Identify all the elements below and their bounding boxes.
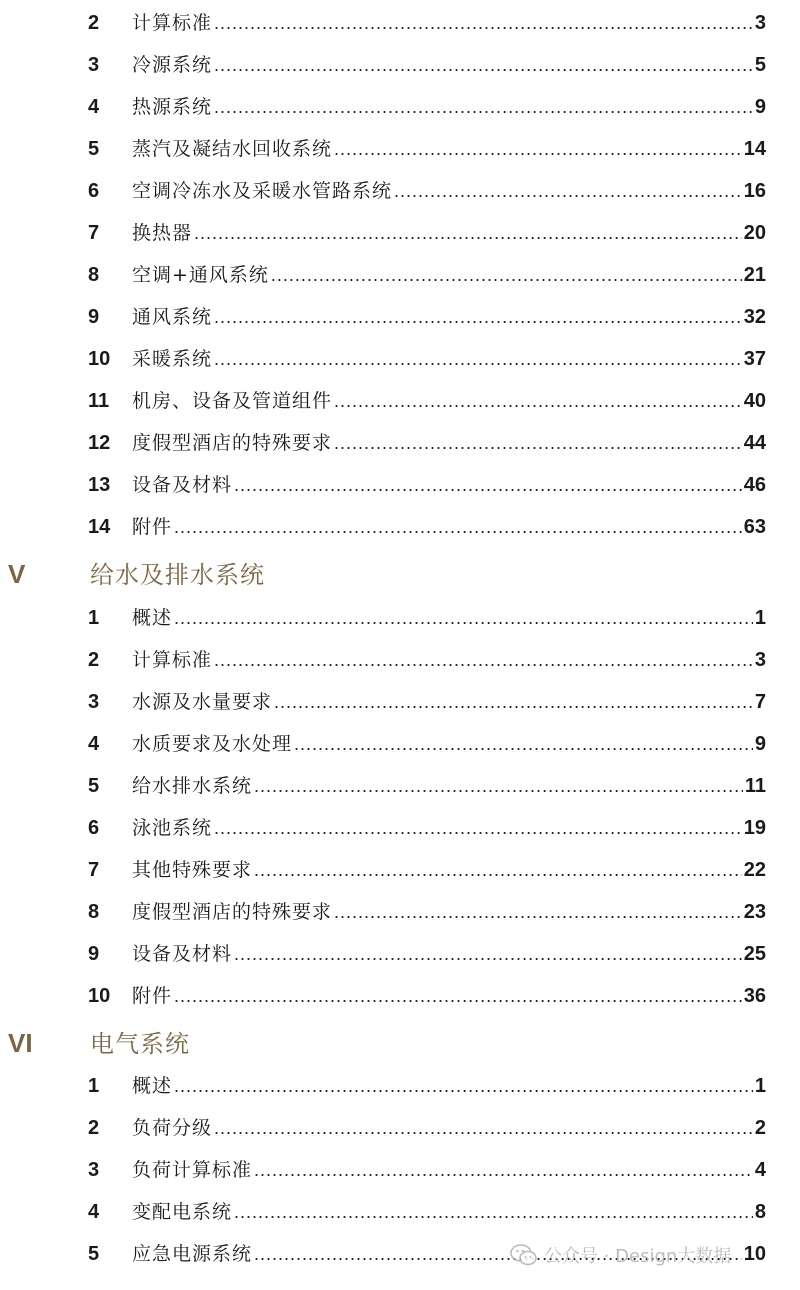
entry-title: 附件 (132, 516, 173, 538)
toc-entry[interactable] (88, 1071, 766, 1101)
dot-leader (194, 218, 742, 248)
section-number: V (8, 559, 26, 589)
dot-leader (334, 897, 742, 927)
toc-entry[interactable] (88, 1197, 766, 1227)
section-title: 给水及排水系统 (90, 561, 265, 589)
entry-page: 9 (754, 96, 766, 118)
entry-page: 14 (743, 138, 766, 160)
entry-title: 设备及材料 (132, 943, 233, 965)
entry-number: 8 (88, 264, 100, 286)
dot-leader (174, 981, 742, 1011)
dot-leader (254, 855, 742, 885)
entry-number: 3 (88, 691, 100, 713)
entry-number: 13 (88, 474, 111, 496)
entry-page: 21 (743, 264, 766, 286)
entry-number: 4 (88, 733, 100, 755)
entry-number: 5 (88, 1243, 100, 1265)
entry-title: 冷源系统 (132, 54, 213, 76)
dot-leader (334, 428, 742, 458)
entry-number: 9 (88, 943, 100, 965)
entry-number: 11 (88, 390, 110, 412)
dot-leader (234, 939, 742, 969)
entry-number: 7 (88, 859, 100, 881)
toc-entry[interactable] (88, 470, 766, 500)
entry-number: 7 (88, 222, 100, 244)
dot-leader (214, 1113, 753, 1143)
entry-page: 19 (743, 817, 766, 839)
dot-leader (234, 470, 742, 500)
dot-leader (214, 302, 742, 332)
toc-entry[interactable] (88, 92, 766, 122)
entry-page: 44 (743, 432, 766, 454)
entry-title: 计算标准 (132, 649, 213, 671)
entry-number: 5 (88, 775, 100, 797)
dot-leader (274, 687, 753, 717)
toc-entry[interactable] (88, 729, 766, 759)
toc-entry[interactable] (88, 603, 766, 633)
toc-entry[interactable] (88, 260, 766, 290)
dot-leader (394, 176, 742, 206)
entry-number: 1 (88, 607, 100, 629)
entry-page: 40 (743, 390, 766, 412)
entry-title: 负荷分级 (132, 1117, 213, 1139)
entry-page: 36 (743, 985, 766, 1007)
entry-number: 2 (88, 12, 100, 34)
toc-entry[interactable] (88, 855, 766, 885)
toc-entry[interactable] (88, 939, 766, 969)
toc-entry[interactable] (88, 50, 766, 80)
toc-entry[interactable] (88, 344, 766, 374)
dot-leader (174, 1071, 753, 1101)
entry-number: 14 (88, 516, 111, 538)
entry-number: 1 (88, 1075, 100, 1097)
entry-title: 热源系统 (132, 96, 213, 118)
entry-title: 采暖系统 (132, 348, 213, 370)
section-heading[interactable] (8, 556, 708, 592)
entry-title: 通风系统 (132, 306, 213, 328)
toc-entry[interactable] (88, 386, 766, 416)
toc-entry[interactable] (88, 813, 766, 843)
toc-entry[interactable] (88, 1155, 766, 1185)
entry-number: 8 (88, 901, 100, 923)
dot-leader (214, 813, 742, 843)
entry-number: 6 (88, 817, 100, 839)
entry-title: 给水排水系统 (132, 775, 253, 797)
watermark-text: 公众号 · Design大数据 (544, 1246, 732, 1267)
entry-title: 泳池系统 (132, 817, 213, 839)
entry-title: 负荷计算标准 (132, 1159, 253, 1181)
entry-number: 3 (88, 1159, 100, 1181)
entry-title: 其他特殊要求 (132, 859, 253, 881)
toc-entry[interactable] (88, 687, 766, 717)
entry-title: 计算标准 (132, 12, 213, 34)
section-title: 电气系统 (90, 1030, 190, 1058)
entry-title: 附件 (132, 985, 173, 1007)
entry-page: 1 (754, 607, 766, 629)
entry-page: 16 (743, 180, 766, 202)
dot-leader (174, 603, 753, 633)
dot-leader (214, 8, 753, 38)
entry-page: 20 (743, 222, 766, 244)
dot-leader (214, 50, 753, 80)
entry-title: 空调+通风系统 (132, 264, 269, 286)
entry-page: 63 (743, 516, 766, 538)
entry-number: 9 (88, 306, 100, 328)
dot-leader (214, 645, 753, 675)
toc-entry[interactable] (88, 134, 766, 164)
toc-entry[interactable] (88, 428, 766, 458)
entry-number: 5 (88, 138, 100, 160)
entry-page: 37 (743, 348, 766, 370)
entry-page: 11 (744, 775, 766, 797)
toc-entry[interactable] (88, 176, 766, 206)
dot-leader (254, 1155, 753, 1185)
dot-leader (334, 134, 742, 164)
toc-entry[interactable] (88, 512, 766, 542)
toc-entry[interactable] (88, 218, 766, 248)
entry-page: 10 (743, 1243, 766, 1265)
entry-page: 3 (754, 649, 766, 671)
toc-entry[interactable] (88, 897, 766, 927)
entry-page: 7 (754, 691, 766, 713)
entry-page: 46 (743, 474, 766, 496)
watermark (510, 1240, 731, 1270)
entry-page: 3 (754, 12, 766, 34)
entry-title: 水源及水量要求 (132, 691, 273, 713)
entry-title: 概述 (132, 1075, 173, 1097)
entry-title: 概述 (132, 607, 173, 629)
entry-page: 5 (754, 54, 766, 76)
dot-leader (174, 512, 742, 542)
toc-entry[interactable] (88, 645, 766, 675)
entry-number: 6 (88, 180, 100, 202)
dot-leader (271, 260, 742, 290)
entry-number: 10 (88, 985, 111, 1007)
entry-number: 4 (88, 1201, 100, 1223)
toc-entry[interactable] (88, 8, 766, 38)
entry-number: 2 (88, 649, 100, 671)
dot-leader (334, 386, 742, 416)
entry-number: 10 (88, 348, 111, 370)
toc-entry[interactable] (88, 981, 766, 1011)
entry-title: 机房、设备及管道组件 (132, 390, 333, 412)
dot-leader (214, 92, 753, 122)
wechat-icon (510, 1244, 538, 1266)
entry-title: 设备及材料 (132, 474, 233, 496)
entry-page: 22 (743, 859, 766, 881)
entry-number: 4 (88, 96, 100, 118)
section-heading[interactable] (8, 1025, 708, 1061)
entry-title: 蒸汽及凝结水回收系统 (132, 138, 333, 160)
entry-number: 12 (88, 432, 111, 454)
dot-leader (294, 729, 753, 759)
entry-title: 变配电系统 (132, 1201, 233, 1223)
entry-title: 水质要求及水处理 (132, 733, 293, 755)
entry-page: 23 (743, 901, 766, 923)
entry-page: 4 (754, 1159, 766, 1181)
toc-entry[interactable] (88, 1113, 766, 1143)
entry-title: 应急电源系统 (132, 1243, 253, 1265)
dot-leader (214, 344, 742, 374)
dot-leader (254, 771, 743, 801)
entry-page: 25 (743, 943, 766, 965)
entry-page: 32 (743, 306, 766, 328)
entry-page: 9 (754, 733, 766, 755)
entry-page: 8 (754, 1201, 766, 1223)
entry-page: 1 (754, 1075, 766, 1097)
entry-page: 2 (754, 1117, 766, 1139)
entry-title: 空调冷冻水及采暖水管路系统 (132, 180, 393, 202)
entry-number: 3 (88, 54, 100, 76)
entry-title: 度假型酒店的特殊要求 (132, 901, 333, 923)
dot-leader (234, 1197, 753, 1227)
entry-number: 2 (88, 1117, 100, 1139)
section-number: VI (8, 1028, 33, 1058)
toc-entry[interactable] (88, 302, 766, 332)
toc-entry[interactable] (88, 771, 766, 801)
entry-title: 换热器 (132, 222, 193, 244)
entry-title: 度假型酒店的特殊要求 (132, 432, 333, 454)
